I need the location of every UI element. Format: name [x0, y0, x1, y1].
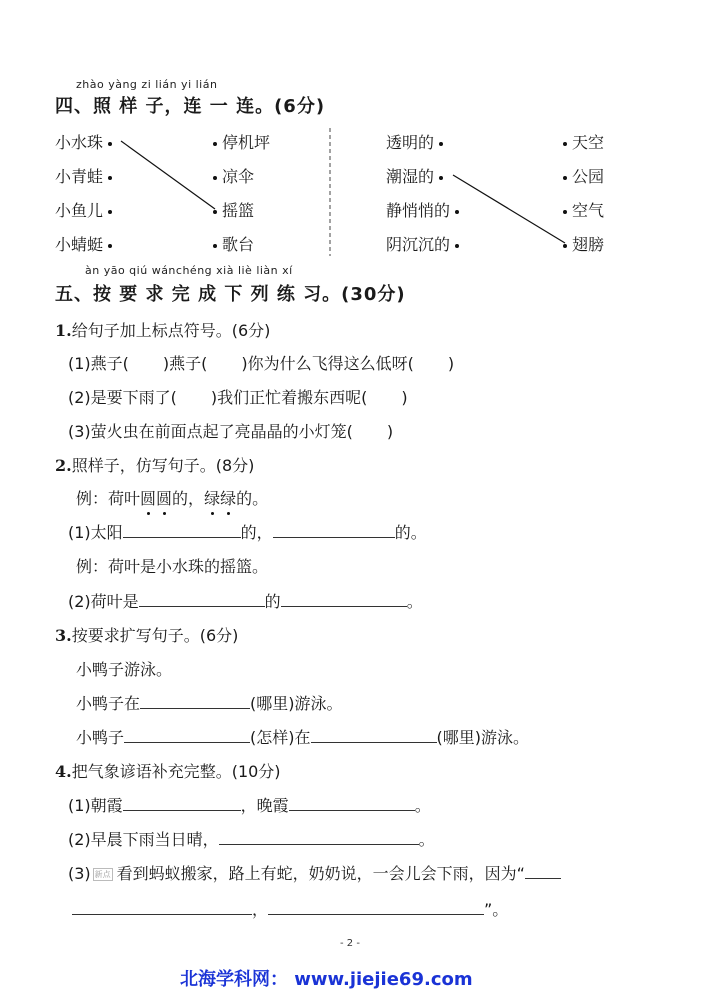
- page-number: - 2 -: [340, 938, 360, 949]
- right-target-3: 空气: [558, 198, 604, 221]
- example-line-left: [121, 141, 215, 209]
- q4-blank-5[interactable]: [72, 898, 252, 915]
- q2-blank-4[interactable]: [281, 590, 407, 607]
- section4-title: 四、照 样 子，连 一 连。(6分): [55, 96, 326, 117]
- right-item-2: 潮湿的: [386, 164, 448, 187]
- example-line-right: [453, 175, 565, 243]
- q4-line-3: (3) 新点 看到蚂蚁搬家，路上有蛇，奶奶说，一会儿会下雨，因为“: [68, 861, 561, 884]
- q2-blank-3[interactable]: [139, 590, 265, 607]
- left-target-4: 歌台: [208, 232, 254, 255]
- q2-example-1: 例：荷叶圆圆的，绿绿的。: [76, 489, 269, 508]
- q4-blank-1[interactable]: [123, 794, 241, 811]
- q1-sentence-3: (3)萤火虫在前面点起了亮晶晶的小灯笼( ): [68, 422, 394, 441]
- q3-title: 3.按要求扩写句子。(6分): [55, 626, 239, 645]
- left-target-2: 凉伞: [208, 164, 254, 187]
- q3-line-2: 小鸭子 (怎样)在 (哪里)游泳。: [76, 728, 530, 747]
- q4-blank-4[interactable]: [525, 862, 561, 879]
- q2-example-2: 例：荷叶是小水珠的摇篮。: [76, 557, 269, 576]
- section4-pinyin: zhào yàng zi lián yi lián: [76, 78, 218, 91]
- q4-blank-6[interactable]: [268, 898, 484, 915]
- q4-blank-3[interactable]: [219, 828, 419, 845]
- matching-lines: [0, 0, 707, 300]
- new-point-badge: 新点: [94, 870, 111, 879]
- q1-title: 1.给句子加上标点符号。(6分): [55, 321, 271, 340]
- right-target-4: 翅膀: [558, 232, 604, 255]
- section5-pinyin: àn yāo qiú wánchéng xià liè liàn xí: [85, 264, 293, 277]
- q4-line-4: ， ”。: [72, 897, 508, 920]
- q4-line-1: (1)朝霞 ，晚霞 。: [68, 796, 431, 815]
- footer-site: 北海学科网： www.jiejie69.com: [180, 969, 473, 990]
- left-item-1: 小水珠: [55, 130, 117, 153]
- q1-sentence-1: (1)燕子( )燕子( )你为什么飞得这么低呀( ): [68, 354, 455, 373]
- q1-sentence-2: (2)是要下雨了( )我们正忙着搬东西呢( ): [68, 388, 408, 407]
- right-item-4: 阴沉沉的: [386, 232, 464, 255]
- right-item-3: 静悄悄的: [386, 198, 464, 221]
- left-item-3: 小鱼儿: [55, 198, 117, 221]
- left-target-1: 停机坪: [208, 130, 270, 153]
- q3-base-sentence: 小鸭子游泳。: [76, 660, 173, 679]
- q4-title: 4.把气象谚语补充完整。(10分): [55, 762, 281, 781]
- right-item-1: 透明的: [386, 130, 448, 153]
- q3-line-1: 小鸭子在 (哪里)游泳。: [76, 694, 343, 713]
- q2-line-2: (2)荷叶是 的 。: [68, 592, 423, 611]
- q3-blank-1[interactable]: [140, 692, 250, 709]
- q4-blank-2[interactable]: [289, 794, 415, 811]
- left-item-2: 小青蛙: [55, 164, 117, 187]
- q3-blank-3[interactable]: [311, 726, 437, 743]
- section5-title: 五、按 要 求 完 成 下 列 练 习。(30分): [55, 284, 406, 305]
- q2-title: 2.照样子，仿写句子。(8分): [55, 456, 255, 475]
- q2-line-1: (1)太阳 的， 的。: [68, 523, 427, 542]
- q2-blank-1[interactable]: [123, 521, 241, 538]
- q3-blank-2[interactable]: [124, 726, 250, 743]
- right-target-2: 公园: [558, 164, 604, 187]
- right-target-1: 天空: [558, 130, 604, 153]
- left-target-3: 摇篮: [208, 198, 254, 221]
- q2-blank-2[interactable]: [273, 521, 395, 538]
- q4-line-2: (2)早晨下雨当日晴， 。: [68, 830, 435, 849]
- left-item-4: 小蜻蜓: [55, 232, 117, 255]
